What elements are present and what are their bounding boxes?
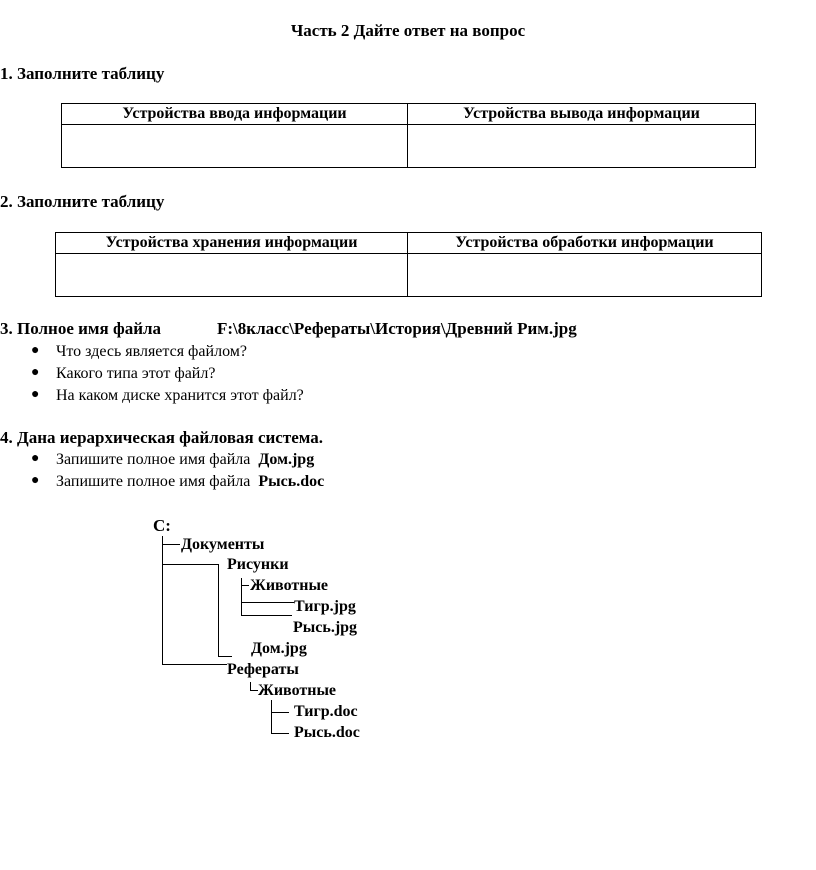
q2-processing-cell[interactable] — [408, 254, 762, 297]
q2-col-processing-header: Устройства обработки информации — [408, 233, 762, 254]
q2-storage-cell[interactable] — [56, 254, 408, 297]
tree-file-tiger-jpg: Тигр.jpg — [294, 598, 356, 615]
tree-line-to-lynx-doc — [271, 733, 289, 734]
tree-line-to-tiger-jpg — [241, 602, 294, 603]
tree-line-animals2-vertical — [271, 700, 272, 734]
tree-file-lynx-jpg: Рысь.jpg — [293, 619, 358, 636]
q3-bullet-1 — [31, 343, 247, 361]
tree-line-animals-vertical — [241, 578, 242, 616]
q3-bullet-3 — [31, 387, 304, 405]
bullet-dot-icon: ● — [31, 365, 40, 380]
q4-bullet-2-prefix: Запишите полное имя файла — [56, 473, 251, 490]
q3-bullet-2-text: Какого типа этот файл? — [56, 365, 216, 382]
bullet-dot-icon: ● — [31, 387, 40, 402]
q4-bullet-2 — [31, 473, 325, 491]
tree-line-to-pictures — [162, 564, 218, 565]
q1-col-output-header: Устройства вывода информации — [408, 104, 756, 125]
q1-table — [61, 103, 756, 168]
q4-bullet-1-prefix: Запишите полное имя файла — [56, 451, 251, 468]
q3-heading: 3. Полное имя файла — [0, 319, 162, 338]
tree-node-animals: Животные — [250, 577, 329, 594]
q3-file-path: F:\8класс\Рефераты\История\Древний Рим.jpg — [217, 319, 577, 338]
tree-node-documents: Документы — [181, 536, 265, 553]
tree-line-to-house-jpg — [218, 656, 232, 657]
tree-root-c: C: — [153, 516, 171, 535]
bullet-dot-icon: ● — [31, 343, 40, 358]
tree-line-to-animals — [241, 585, 249, 586]
bullet-dot-icon: ● — [31, 473, 40, 488]
tree-node-pictures: Рисунки — [227, 556, 289, 573]
q2-heading: 2. Заполните таблицу — [0, 192, 165, 211]
q2-table — [55, 232, 762, 297]
tree-file-tiger-doc: Тигр.doc — [294, 703, 358, 720]
tree-line-pictures-vertical — [218, 564, 219, 657]
tree-line-to-animals2 — [250, 690, 258, 691]
q2-col-storage-header: Устройства хранения информации — [56, 233, 408, 254]
q3-bullet-1-text: Что здесь является файлом? — [56, 343, 247, 360]
tree-file-house-jpg: Дом.jpg — [251, 640, 307, 657]
tree-node-animals2: Животные — [258, 682, 337, 699]
q4-bullet-2-file: Рысь.doc — [258, 473, 325, 490]
q4-heading: 4. Дана иерархическая файловая система. — [0, 428, 323, 447]
tree-line-to-lynx-jpg — [241, 615, 292, 616]
q1-heading: 1. Заполните таблицу — [0, 64, 165, 83]
tree-file-lynx-doc: Рысь.doc — [294, 724, 360, 741]
tree-line-root-vertical — [162, 536, 163, 665]
q1-input-cell[interactable] — [62, 125, 408, 168]
tree-node-reports: Рефераты — [227, 661, 299, 678]
tree-line-reports-vertical — [250, 682, 251, 690]
tree-line-to-documents — [162, 544, 180, 545]
q1-col-input-header: Устройства ввода информации — [62, 104, 408, 125]
page-title: Часть 2 Дайте ответ на вопрос — [290, 21, 526, 40]
tree-line-to-reports — [162, 664, 227, 665]
tree-line-to-tiger-doc — [271, 712, 289, 713]
q3-bullet-2 — [31, 365, 216, 383]
bullet-dot-icon: ● — [31, 451, 40, 466]
q1-output-cell[interactable] — [408, 125, 756, 168]
q4-bullet-1-file: Дом.jpg — [258, 451, 315, 468]
q4-bullet-1 — [31, 451, 315, 469]
q3-bullet-3-text: На каком диске хранится этот файл? — [56, 387, 304, 404]
